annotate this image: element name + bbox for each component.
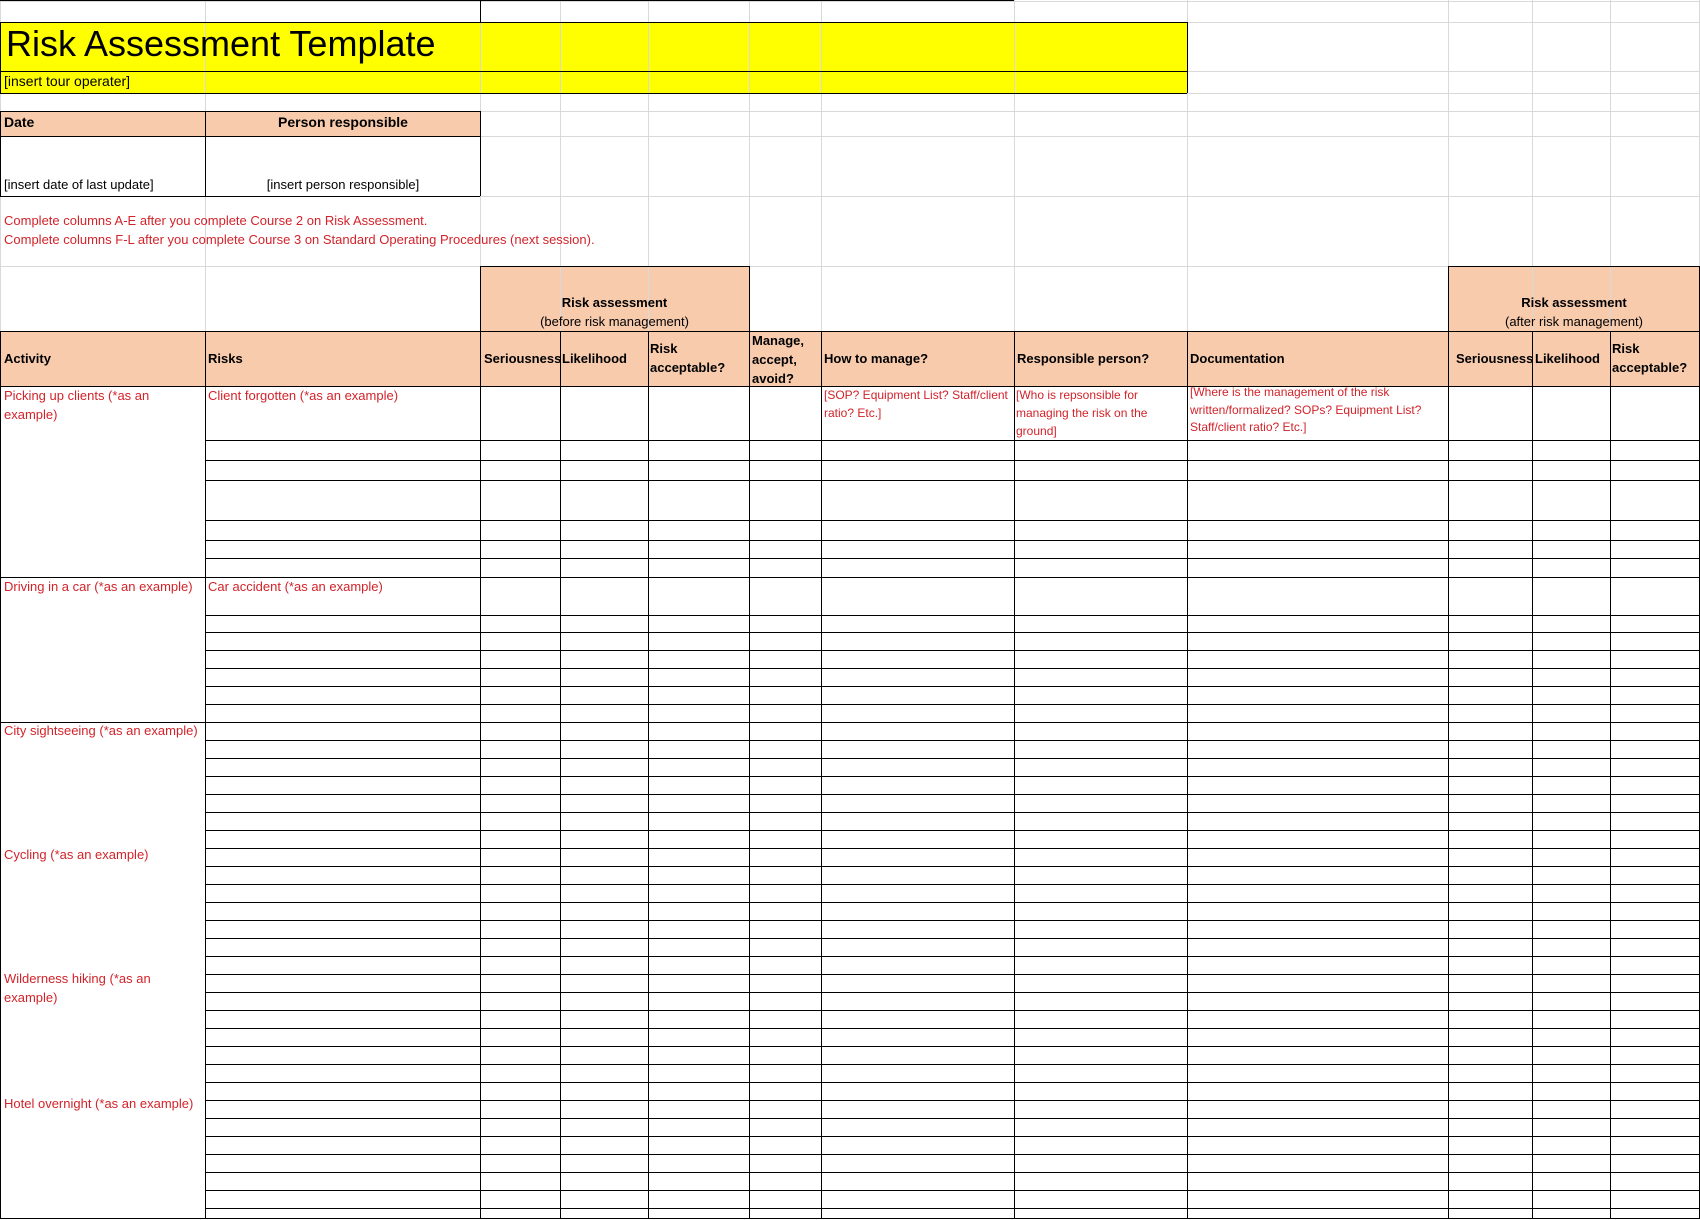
border-line	[205, 1046, 1700, 1047]
border-line	[205, 1136, 1700, 1137]
border-line	[205, 1190, 1700, 1191]
grid-line	[1532, 0, 1533, 331]
border-line	[205, 440, 1700, 441]
border-line	[205, 830, 1700, 831]
border-line	[0, 722, 1700, 723]
instruction-line-1: Complete columns A-E after you complete Course 2 on Risk Assessment.	[4, 213, 428, 228]
border-line	[205, 386, 206, 1218]
col-header-risk-acceptable: Risk acceptable?	[650, 341, 726, 375]
border-line	[205, 848, 1700, 849]
border-line	[205, 740, 1700, 741]
border-line	[1187, 331, 1188, 386]
border-line	[1014, 331, 1015, 386]
border-line	[1014, 386, 1015, 1218]
col-header-how-to-manage: How to manage?	[824, 351, 929, 366]
border-line	[205, 520, 1700, 521]
border-line	[205, 1208, 1700, 1209]
date-header: Date	[4, 114, 35, 130]
border-line	[205, 1010, 1700, 1011]
border-line	[205, 615, 1700, 616]
border-line	[205, 956, 1700, 957]
border-line	[0, 196, 480, 197]
after-group-title: Risk assessment	[1521, 295, 1627, 310]
border-line	[480, 386, 481, 1218]
border-line	[205, 1118, 1700, 1119]
col-header-manage-accept-avoid: Manage, accept, avoid?	[752, 333, 805, 386]
border-line	[1532, 386, 1533, 1218]
activity-cell[interactable]: Wilderness hiking (*as an example)	[4, 971, 151, 1005]
risk-cell[interactable]: Client forgotten (*as an example)	[208, 388, 399, 403]
border-line	[205, 686, 1700, 687]
risk-cell[interactable]: Car accident (*as an example)	[208, 579, 383, 594]
border-line	[749, 386, 750, 1218]
border-line	[205, 938, 1700, 939]
border-line	[205, 866, 1700, 867]
col-header-likelihood: Likelihood	[562, 351, 627, 366]
border-line	[0, 136, 480, 137]
border-line	[0, 111, 1, 196]
before-group-title: Risk assessment	[561, 295, 668, 310]
border-line	[205, 704, 1700, 705]
date-value-cell[interactable]: [insert date of last update]	[4, 177, 154, 192]
border-line	[0, 331, 1, 386]
activity-cell[interactable]: Cycling (*as an example)	[4, 847, 149, 862]
col-header-likelihood-after: Likelihood	[1535, 351, 1600, 366]
border-line	[1448, 386, 1449, 1218]
border-line	[205, 1100, 1700, 1101]
border-line	[1448, 331, 1449, 386]
page-title: Risk Assessment Template	[6, 23, 436, 64]
border-line	[480, 266, 749, 267]
grid-line	[0, 1, 1700, 2]
border-line	[205, 920, 1700, 921]
border-line	[205, 1154, 1700, 1155]
col-header-risk-acceptable-after: Risk acceptable?	[1612, 341, 1688, 375]
border-line	[205, 776, 1700, 777]
border-line	[205, 758, 1700, 759]
activity-cell[interactable]: Driving in a car (*as an example)	[4, 579, 193, 594]
border-line	[1610, 386, 1611, 1218]
border-line	[205, 331, 206, 386]
grid-line	[0, 266, 1700, 267]
person-responsible-header: Person responsible	[278, 114, 408, 130]
border-line	[205, 650, 1700, 651]
border-line	[205, 902, 1700, 903]
border-line	[0, 331, 1700, 332]
border-line	[205, 812, 1700, 813]
before-group-subtitle: (before risk management)	[540, 314, 689, 329]
activity-cell[interactable]: Hotel overnight (*as an example)	[4, 1096, 194, 1111]
col-header-activity: Activity	[4, 351, 51, 366]
col-header-documentation: Documentation	[1190, 351, 1285, 366]
border-line	[1187, 22, 1188, 93]
border-line	[0, 111, 480, 112]
grid-line	[1610, 0, 1611, 331]
border-line	[205, 668, 1700, 669]
border-line	[205, 1064, 1700, 1065]
border-line	[1187, 386, 1188, 1218]
border-line	[205, 1082, 1700, 1083]
border-line	[205, 1028, 1700, 1029]
border-line	[205, 974, 1700, 975]
person-responsible-value-cell[interactable]: [insert person responsible]	[266, 177, 420, 192]
border-line	[0, 93, 1187, 94]
border-line	[205, 992, 1700, 993]
border-line	[749, 266, 750, 331]
instruction-line-2: Complete columns F-L after you complete Course 3 on Standard Operating Procedures (next session).	[4, 232, 595, 247]
example-how-to-manage[interactable]: [SOP? Equipment List? Staff/client ratio? Etc.]	[824, 388, 1008, 420]
border-line	[821, 331, 822, 386]
border-line	[205, 540, 1700, 541]
border-line	[205, 794, 1700, 795]
border-line	[205, 884, 1700, 885]
tour-operator-cell[interactable]: [insert tour operater]	[4, 73, 131, 89]
border-line	[205, 632, 1700, 633]
border-line	[0, 1218, 1700, 1219]
example-documentation[interactable]: [Where is the management of the risk written/formalized? SOPs? Equipment List? Staff/client ratio? Etc.]	[1190, 385, 1422, 434]
border-line	[205, 558, 1700, 559]
border-line	[205, 460, 1700, 461]
border-line	[205, 480, 1700, 481]
border-line	[648, 386, 649, 1218]
border-line	[1448, 266, 1700, 267]
border-line	[205, 1172, 1700, 1173]
border-line	[480, 111, 481, 196]
col-header-seriousness: Seriousness	[484, 351, 562, 366]
border-line	[480, 331, 481, 386]
border-line	[0, 22, 1, 93]
after-group-subtitle: (after risk management)	[1505, 314, 1643, 329]
border-line	[560, 386, 561, 1218]
col-header-seriousness-after: Seriousness	[1456, 351, 1534, 366]
col-header-risks: Risks	[208, 351, 243, 366]
border-line	[749, 331, 750, 386]
activity-cell[interactable]: Picking up clients (*as an example)	[4, 388, 150, 422]
border-line	[821, 386, 822, 1218]
activity-cell[interactable]: City sightseeing (*as an example)	[4, 723, 198, 738]
col-header-responsible-person: Responsible person?	[1017, 351, 1150, 366]
border-line	[648, 331, 649, 386]
border-line	[0, 0, 1014, 1]
border-line	[0, 386, 1, 1218]
example-responsible-person[interactable]: [Who is repsonsible for managing the risk on the ground]	[1016, 388, 1148, 438]
border-line	[480, 0, 481, 22]
